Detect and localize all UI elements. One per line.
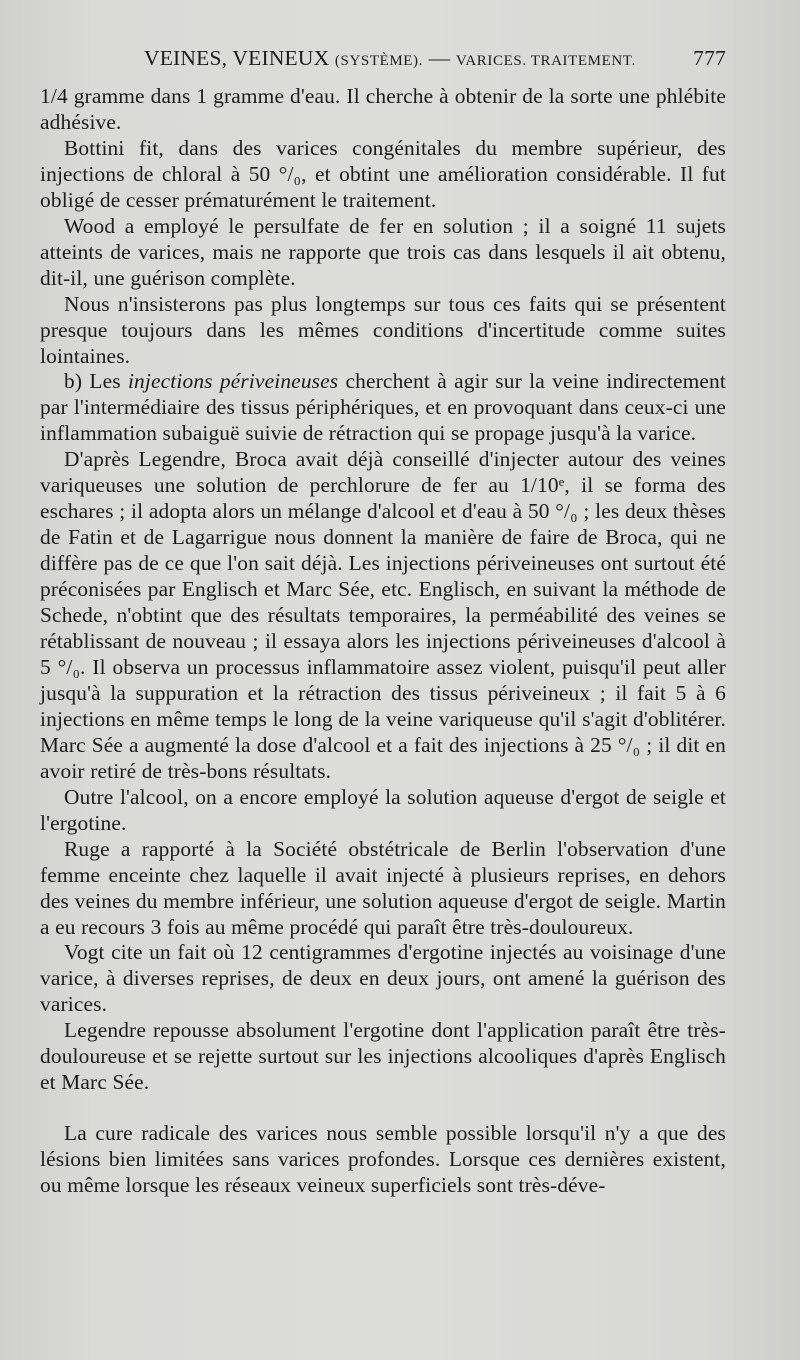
paragraph: Bottini fit, dans des varices congénitales du membre supérieur, des injections de chloral à 50 °/₀, et obtint une amélioration considérable. Il fut obligé de cesser prématurément le traitement. — [40, 135, 726, 212]
paragraph: Ruge a rapporté à la Société obstétricale de Berlin l'observation d'une femme enceinte chez laquelle il avait injecté à plusieurs reprises, en dehors des veines du membre inférieur, une solution aqueuse d'ergot de seigle. Martin a eu recours 3 fois au même procédé qui paraît être très-douloureux. — [40, 836, 726, 939]
running-header — [40, 46, 726, 80]
paragraph: Nous n'insisterons pas plus longtemps sur tous ces faits qui se présentent presque toujours dans les mêmes conditions d'incertitude comme suites lointaines. — [40, 291, 726, 368]
paragraph: Outre l'alcool, on a encore employé la solution aqueuse d'ergot de seigle et l'ergotine. — [40, 784, 726, 835]
header-dash: — — [428, 46, 451, 70]
header-section: VARICES. TRAITEMENT. — [455, 53, 636, 69]
body-text — [40, 84, 726, 1199]
header-title — [144, 46, 636, 71]
paragraph: Vogt cite un fait où 12 centigrammes d'ergotine injectés au voisinage d'une varice, à diverses reprises, de deux en deux jours, ont amené la guérison des varices. — [40, 940, 726, 1017]
page-number: 777 — [693, 46, 726, 70]
paragraph: 1/4 gramme dans 1 gramme d'eau. Il cherche à obtenir de la sorte une phlébite adhésive. — [40, 84, 726, 134]
header-title-main: VEINES, VEINEUX — [144, 46, 330, 70]
paragraph: Legendre repousse absolument l'ergotine dont l'application paraît être très-douloureuse et se rejette surtout sur les injections alcooliques d'après Englisch et Marc Sée. — [40, 1018, 726, 1095]
paragraph: D'après Legendre, Broca avait déjà conseillé d'injecter autour des veines variqueuses une solution de perchlorure de fer au 1/10ᵉ, il se forma des eschares ; il adopta alors un mélange d'alcool et d'eau à 50 °/₀ ; les deux thèses de Fatin et de Lagarrigue nous donnent la manière de faire de Broca, qui ne diffère pas de ce que l'on sait déjà. Les injections périveineuses ont surtout été préconisées par Englisch et Marc Sée, etc. Englisch, en suivant la méthode de Schede, n'obtint que des résultats temporaires, la perméabilité des veines se rétablissant de nouveau ; il essaya alors les injections périveineuses d'alcool à 5 °/₀. Il observa un processus inflammatoire assez violent, puisqu'il peut aller jusqu'à la suppuration et la rétraction des tissus périveineux ; il fait 5 à 6 injections en même temps le long de la veine variqueuse qu'il s'agit d'oblitérer. Marc Sée a augmenté la dose d'alcool et a fait des injections à 25 °/₀ ; il dit en avoir retiré de très-bons résultats. — [40, 447, 726, 783]
header-title-paren: (SYSTÈME). — [334, 53, 424, 69]
emphasis: injections périveineuses — [127, 369, 339, 394]
paragraph: Wood a employé le persulfate de fer en solution ; il a soigné 11 sujets atteints de varices, mais ne rapporte que trois cas dans lesquels il ait obtenu, dit-il, une guérison complète. — [40, 213, 726, 290]
paragraph: b) Les injections périveineuses cherchent à agir sur la veine indirectement par l'intermédiaire des tissus périphériques, et en provoquant dans ceux-ci une inflammation subaiguë suivie de rétraction qui se propage jusqu'à la varice. — [40, 369, 726, 446]
paragraph: La cure radicale des varices nous semble possible lorsqu'il n'y a que des lésions bien limitées sans varices profondes. Lorsque ces dernières existent, ou même lorsque les réseaux veineux superficiels sont très-déve- — [40, 1121, 726, 1198]
